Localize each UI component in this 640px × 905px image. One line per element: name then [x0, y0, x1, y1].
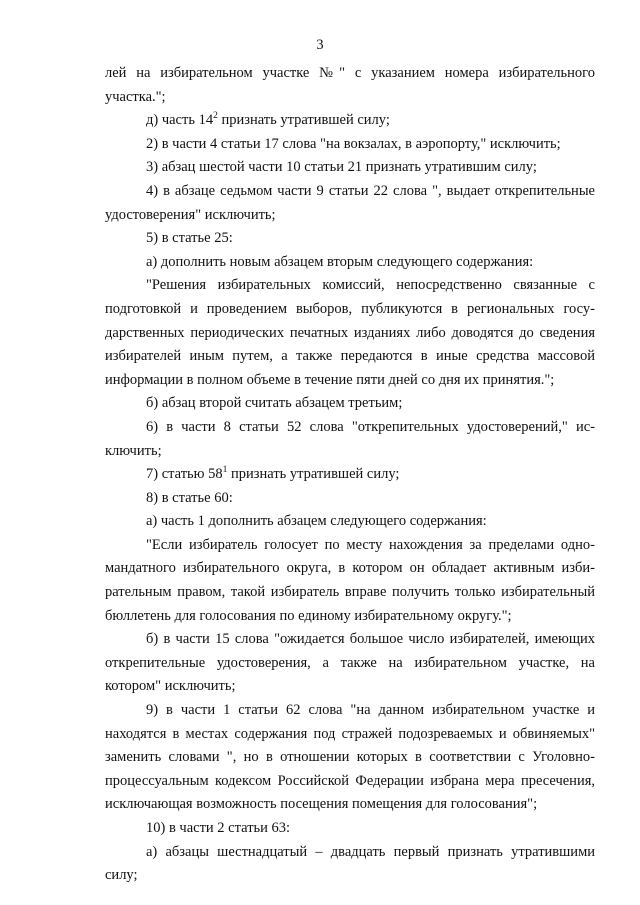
paragraph-item-8a: а) часть 1 дополнить абзацем следующего содержания: — [146, 513, 487, 530]
paragraph-item-5b: б) абзац второй считать абзацем третьим; — [146, 395, 403, 412]
paragraph-continuation: лей на избирательном участке №" с указанием номера избирательного участка."; — [105, 65, 595, 105]
paragraph-item-5: 5) в статье 25: — [146, 230, 233, 247]
paragraph-item-10a: а) абзацы шестнадцатый – двадцать первый признать утратившими силу; — [105, 843, 595, 884]
paragraph-item-8: 8) в статье 60: — [146, 489, 233, 506]
paragraph-item-d — [105, 109, 595, 133]
paragraph-item-3: 3) абзац шестой части 10 статьи 21 признать утратившим силу; — [146, 159, 537, 176]
paragraph-item-8b: б) в части 15 слова "ожидается большое число избирателей, имеющих открепительные удостоверения, а также на избирательном участке, на котором" исключить; — [105, 631, 595, 695]
paragraph-text: признать утратившей силу; — [227, 466, 400, 483]
paragraph-text: 7) статью 58 — [146, 466, 223, 483]
paragraph-item-4: 4) в абзаце седьмом части 9 статьи 22 слова ", выдает открепительные удостоверения" исключить; — [105, 182, 595, 223]
paragraph-item-6: 6) в части 8 статьи 52 слова "открепительных удостоверений," исключить; — [105, 418, 595, 459]
paragraph-quote-decisions: "Решения избирательных комиссий, непосредственно связанные с подготовкой и проведением выборов, публикуются в региональных государственных периодических печатных изданиях либо доводятся до сведения избирателей иным путем, а также передаются в иные средства массовой информации в полном объеме в течение пяти дней со дня их принятия."; — [105, 277, 595, 388]
paragraph-item-10: 10) в части 2 статьи 63: — [146, 820, 291, 836]
paragraph-text: признать утратившей силу; — [217, 112, 390, 129]
document-body — [105, 62, 595, 888]
paragraph-item-7 — [105, 463, 595, 487]
superscript: 1 — [222, 465, 228, 476]
superscript: 2 — [213, 111, 218, 122]
paragraph-item-9: 9) в части 1 статьи 62 слова "на данном избирательном участке и находятся в местах содержания под стражей подозреваемых и обвиняемых" заменить словами ", но в отношении которых в соответствии с Уголовнопроцессуальным кодексом Российской Федерации избрана мера пресечения, исключающая возможность посещения помещения для голосования"; — [105, 702, 595, 813]
paragraph-text: д) часть 14 — [146, 112, 214, 129]
paragraph-quote-voter: "Если избиратель голосует по месту нахождения за пределами одномандатного избирательного округа, в котором он обладает активным избирательным правом, такой избиратель вправе получить только избирательный бюллетень для голосования по единому избирательному округу."; — [105, 536, 595, 624]
page-number: 3 — [316, 37, 324, 53]
paragraph-item-2: 2) в части 4 статьи 17 слова "на вокзалах, в аэропорту," исключить; — [146, 135, 561, 152]
paragraph-item-5a: а) дополнить новым абзацем вторым следующего содержания: — [146, 253, 534, 270]
